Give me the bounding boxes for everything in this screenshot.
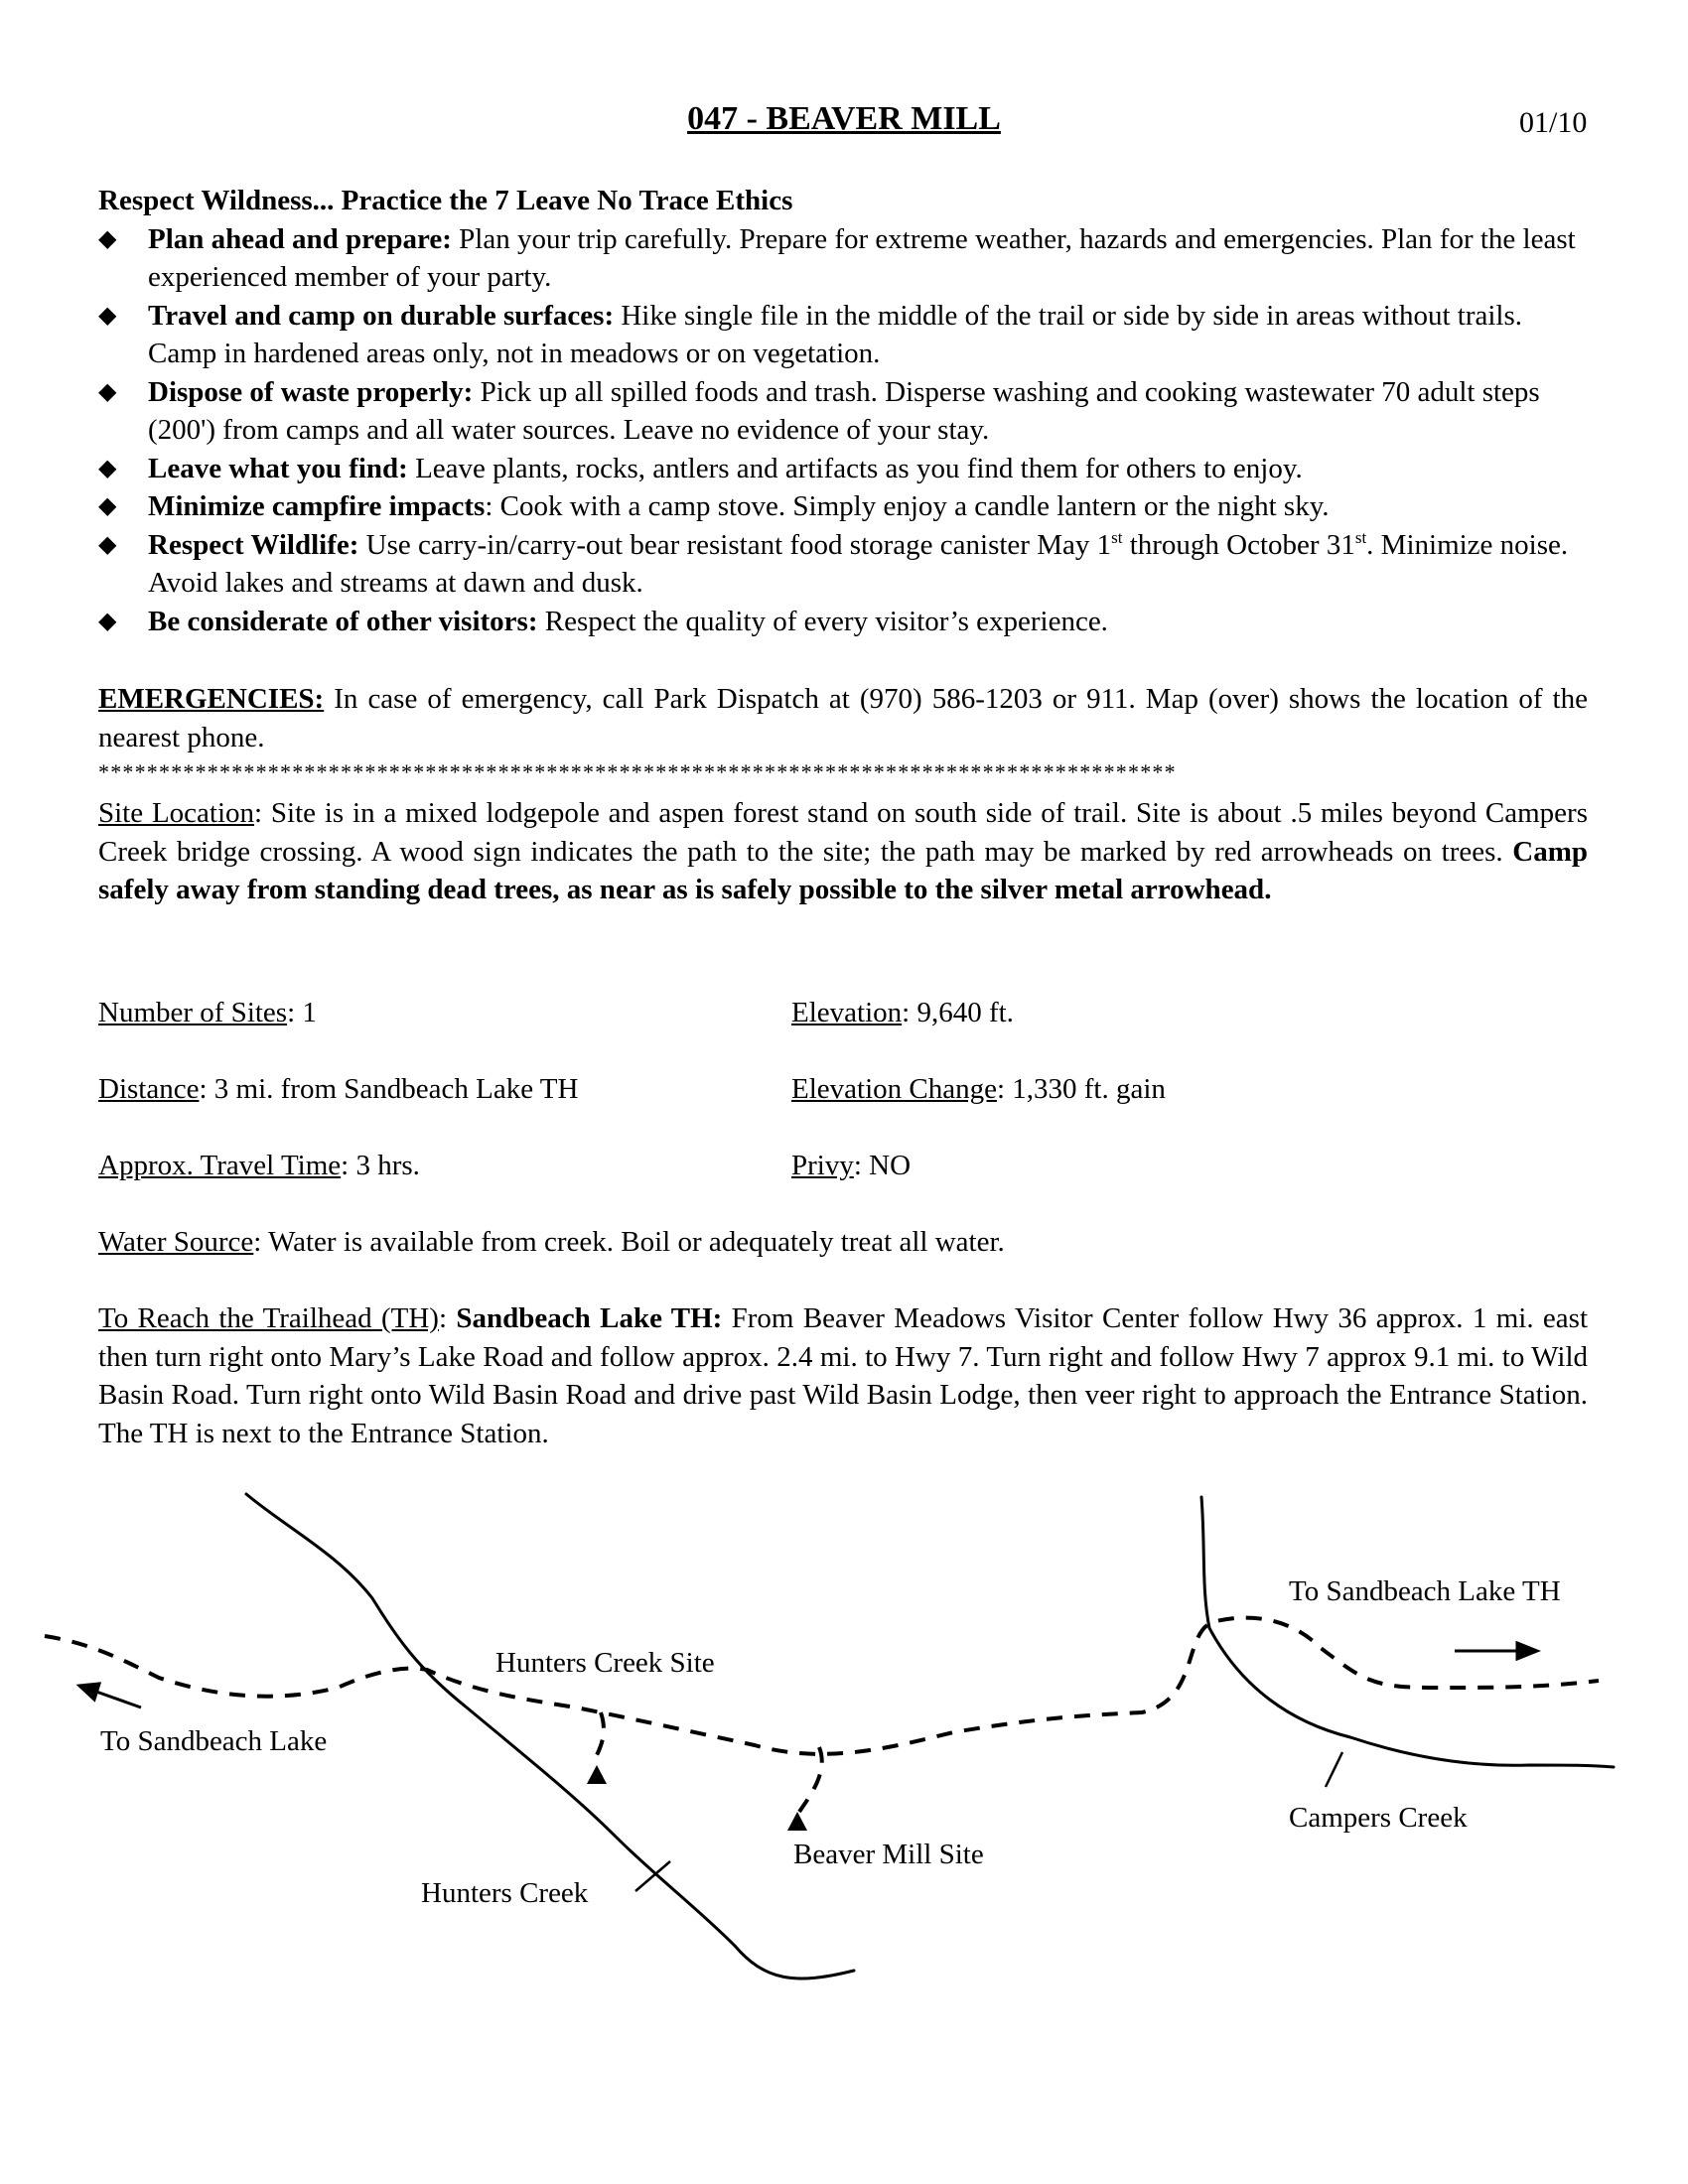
- lnt-item: ◆ Leave what you find: Leave plants, rocks, antlers and artifacts as you find them for others to enjoy.: [98, 450, 1588, 488]
- map-label-beaver-mill-site: Beaver Mill Site: [793, 1839, 984, 1870]
- beaver-mill-triangle-icon: [787, 1812, 807, 1831]
- separator-line: *****************************************************************************************: [98, 760, 1177, 784]
- travel-time: Approx. Travel Time: 3 hrs.: [98, 1150, 420, 1181]
- campers-creek-line: [1201, 1497, 1614, 1767]
- lnt-item: ◆ Minimize campfire impacts: Cook with a camp stove. Simply enjoy a candle lantern or the night sky.: [98, 487, 1588, 526]
- hunters-site-spur: [596, 1712, 604, 1757]
- diamond-bullet-icon: ◆: [98, 225, 117, 252]
- site-location-label: Site Location: [98, 797, 255, 829]
- map-label-to-trailhead: To Sandbeach Lake TH: [1289, 1575, 1561, 1607]
- number-of-sites: Number of Sites: 1: [98, 997, 317, 1028]
- diamond-bullet-icon: ◆: [98, 608, 117, 634]
- distance: Distance: 3 mi. from Sandbeach Lake TH: [98, 1073, 579, 1105]
- campers-creek-leader: [1326, 1752, 1342, 1787]
- lnt-heading: Respect Wildness... Practice the 7 Leave No Trace Ethics: [98, 185, 793, 216]
- privy: Privy: NO: [791, 1150, 912, 1181]
- hunters-site-triangle-icon: [587, 1765, 607, 1784]
- diamond-bullet-icon: ◆: [98, 531, 117, 558]
- hunters-creek-leader: [635, 1861, 670, 1891]
- diamond-bullet-icon: ◆: [98, 302, 117, 329]
- trailhead-label: To Reach the Trailhead (TH): [98, 1302, 439, 1334]
- emergencies-label: EMERGENCIES:: [98, 683, 325, 715]
- arrow-right-icon: [1517, 1643, 1537, 1659]
- trailhead-paragraph: To Reach the Trailhead (TH): Sandbeach Lake TH: From Beaver Meadows Visitor Center follow Hwy 36 approx. 1 mi. east then turn right onto Mary’s Lake Road and follow approx. 2.4 mi. to Hwy 7. Turn right and follow Hwy 7 approx 9.1 mi. to Wild Basin Road. Turn right onto Wild Basin Road and drive past Wild Basin Lodge, then veer right to approach the Entrance Station. The TH is next to the Entrance Station.: [98, 1302, 1589, 1449]
- arrow-left-icon: [79, 1684, 99, 1700]
- map-label-hunters-creek-site: Hunters Creek Site: [495, 1647, 715, 1679]
- elevation-change: Elevation Change: 1,330 ft. gain: [791, 1073, 1166, 1105]
- diamond-bullet-icon: ◆: [98, 455, 117, 481]
- lnt-item: ◆ Be considerate of other visitors: Respect the quality of every visitor’s experience.: [98, 603, 1588, 641]
- lnt-item: ◆ Dispose of waste properly: Pick up all spilled foods and trash. Disperse washing and cooking wastewater 70 adult steps (200') from camps and all water sources. Leave no evidence of your stay.: [98, 373, 1588, 450]
- water-source: Water Source: Water is available from creek. Boil or adequately treat all water.: [98, 1226, 1005, 1258]
- beaver-mill-spur: [799, 1747, 822, 1812]
- map-label-to-sandbeach-lake: To Sandbeach Lake: [100, 1725, 328, 1757]
- emergencies-paragraph: EMERGENCIES: In case of emergency, call Park Dispatch at (970) 586-1203 or 911. Map (over) shows the location of the nearest phone.: [98, 683, 1588, 753]
- lnt-item: ◆ Respect Wildlife: Use carry-in/carry-out bear resistant food storage canister May 1st through October 31st. Minimize noise. Avoid lakes and streams at dawn and dusk.: [98, 527, 1569, 599]
- site-location-paragraph: Site Location: Site is in a mixed lodgepole and aspen forest stand on south side of trail. Site is about .5 miles beyond Campers Creek bridge crossing. A wood sign indicates the path to the site; the path may be marked by red arrowheads on trees. Camp safely away from standing dead trees, as near as is safely possible to the silver metal arrowhead.: [98, 797, 1588, 905]
- lnt-item: ◆ Plan ahead and prepare: Plan your trip carefully. Prepare for extreme weather, hazards and emergencies. Plan for the least experienced member of your party.: [98, 220, 1588, 297]
- lnt-item: ◆ Travel and camp on durable surfaces: Hike single file in the middle of the trail or side by side in areas without trails. Camp in hardened areas only, not in meadows or on vegetation.: [98, 297, 1588, 373]
- diamond-bullet-icon: ◆: [98, 378, 117, 405]
- map-label-hunters-creek: Hunters Creek: [421, 1877, 589, 1909]
- revision-date: 01/10: [1519, 106, 1588, 139]
- page-title: 047 - BEAVER MILL: [687, 100, 1001, 137]
- elevation: Elevation: 9,640 ft.: [791, 997, 1014, 1028]
- map-label-campers-creek: Campers Creek: [1289, 1802, 1468, 1834]
- diamond-bullet-icon: ◆: [98, 493, 117, 519]
